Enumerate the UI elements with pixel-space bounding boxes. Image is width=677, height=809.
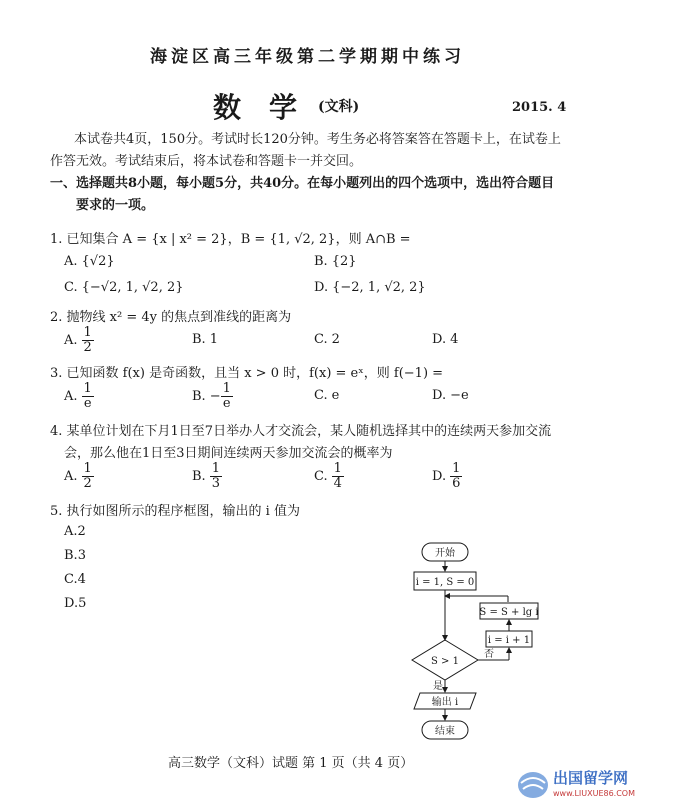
option-label: B.: [192, 332, 206, 347]
fraction-numerator: 1: [452, 461, 461, 476]
question-1-option-a: [64, 254, 115, 269]
flowchart-update-s-label: S = S + lg i: [479, 607, 539, 618]
option-label: A.: [64, 469, 78, 484]
option-text: 2: [331, 332, 340, 347]
program-flowchart: [400, 540, 550, 745]
flowchart-init-label: i = 1, S = 0: [415, 577, 475, 588]
fraction-denominator: 2: [83, 340, 92, 355]
fraction-numerator: 1: [222, 381, 231, 396]
option-text: −e: [450, 388, 469, 403]
subject-title: 数 学: [213, 91, 298, 124]
flowchart-output-label: 输出 i: [431, 697, 459, 708]
question-2-option-d: [432, 332, 458, 347]
fraction-denominator: e: [83, 396, 92, 411]
intro-line-1: 本试卷共4页，150分。考试时长120分钟。考生务必将答案答在答题卡上，在试卷上: [74, 132, 561, 147]
question-5-option-d: [64, 596, 86, 611]
fraction-numerator: 1: [333, 461, 342, 476]
fraction-numerator: 1: [83, 461, 92, 476]
option-text: 1: [209, 332, 218, 347]
option-label: D.: [432, 332, 447, 347]
exam-title: 海淀区高三年级第二学期期中练习: [150, 47, 465, 67]
question-3-option-b: [192, 382, 233, 411]
option-text: 5: [78, 596, 87, 611]
option-text: 3: [77, 548, 86, 563]
option-label: D.: [432, 388, 447, 403]
option-label: D.: [314, 280, 329, 295]
fraction: [450, 462, 462, 491]
watermark-site-name: 出国留学网: [553, 769, 629, 787]
fraction-denominator: 3: [211, 476, 220, 491]
option-text: e: [331, 388, 340, 403]
flowchart-update-i-label: i = i + 1: [487, 635, 531, 646]
fraction-numerator: 1: [83, 381, 92, 396]
question-4-option-a: [64, 462, 94, 491]
section-1-heading: 一、选择题共8小题，每小题5分，共40分。在每小题列出的四个选项中，选出符合题目: [50, 176, 555, 191]
fraction-denominator: 6: [452, 476, 461, 491]
option-label: B.: [192, 389, 206, 404]
question-3-option-d: [432, 388, 469, 403]
question-4-stem: 4. 某单位计划在下月1日至7日举办人才交流会，某人随机选择其中的连续两天参加交流: [50, 424, 552, 439]
flowchart-start-label: 开始: [435, 548, 455, 559]
intro-line-2: 作答无效。考试结束后，将本试卷和答题卡一并交回。: [50, 154, 363, 169]
exam-date: 2015. 4: [512, 100, 567, 115]
option-label: C.: [64, 280, 78, 295]
fraction: [221, 382, 233, 411]
question-4-option-d: [432, 462, 462, 491]
question-1-option-d: [314, 280, 426, 295]
watermark-site-url: www.LIUXUE86.COM: [553, 789, 636, 798]
question-2-option-a: [64, 326, 94, 355]
flowchart-yes-label: 是: [433, 681, 443, 692]
fraction-denominator: 2: [83, 476, 92, 491]
option-text: {−√2, 1, √2, 2}: [81, 280, 184, 295]
flowchart-decision-label: S > 1: [431, 656, 459, 667]
fraction-denominator: 4: [333, 476, 342, 491]
fraction: [82, 462, 94, 491]
question-3-option-c: [314, 388, 339, 403]
option-text: 4: [450, 332, 459, 347]
option-label: B.: [192, 469, 206, 484]
fraction: [82, 382, 94, 411]
option-label: B.: [314, 254, 328, 269]
fraction-numerator: 1: [83, 325, 92, 340]
question-3-stem: 3. 已知函数 f(x) 是奇函数，且当 x > 0 时，f(x) = eˣ，则 f(−1) =: [50, 366, 444, 381]
option-label: A.: [64, 524, 78, 539]
option-label: A.: [64, 333, 78, 348]
subject-note: (文科): [318, 99, 360, 115]
fraction-denominator: e: [222, 396, 231, 411]
question-5-option-c: [64, 572, 86, 587]
question-1-option-b: [314, 254, 357, 269]
page-footer: 高三数学（文科）试题 第 1 页（共 4 页）: [168, 756, 414, 771]
flowchart-end-label: 结束: [435, 726, 455, 737]
watermark-logo: [517, 765, 667, 801]
option-label: B.: [64, 548, 78, 563]
option-label: D.: [64, 596, 79, 611]
option-label: D.: [432, 469, 447, 484]
question-5-option-b: [64, 548, 86, 563]
question-4-option-c: [314, 462, 344, 491]
question-4-stem-cont: 会，那么他在1日至3日期间连续两天参加交流会的概率为: [64, 446, 393, 461]
option-label: C.: [314, 332, 328, 347]
option-text: {−2, 1, √2, 2}: [332, 280, 426, 295]
fraction: [210, 462, 222, 491]
question-5-stem: 5. 执行如图所示的程序框图，输出的 i 值为: [50, 504, 300, 519]
option-label: C.: [314, 388, 328, 403]
question-3-option-a: [64, 382, 94, 411]
question-2-stem: 2. 抛物线 x² = 4y 的焦点到准线的距离为: [50, 310, 292, 325]
minus-sign: −: [209, 389, 221, 404]
option-label: A.: [64, 254, 78, 269]
option-label: C.: [314, 469, 328, 484]
option-label: A.: [64, 389, 78, 404]
fraction: [82, 326, 94, 355]
question-1-option-c: [64, 280, 184, 295]
option-text: 2: [77, 524, 86, 539]
option-text: 4: [77, 572, 86, 587]
option-text: {2}: [331, 254, 357, 269]
fraction: [332, 462, 344, 491]
site-watermark: [517, 765, 667, 801]
option-text: {√2}: [81, 254, 115, 269]
flowchart-no-label: 否: [484, 649, 494, 660]
question-1-stem: 1. 已知集合 A = {x | x² = 2}，B = {1, √2, 2}，则 A∩B =: [50, 232, 411, 247]
question-5-option-a: [64, 524, 86, 539]
question-4-option-b: [192, 462, 222, 491]
question-2-option-b: [192, 332, 218, 347]
fraction-numerator: 1: [211, 461, 220, 476]
option-label: C.: [64, 572, 78, 587]
section-1-heading-cont: 要求的一项。: [76, 198, 155, 213]
question-2-option-c: [314, 332, 340, 347]
